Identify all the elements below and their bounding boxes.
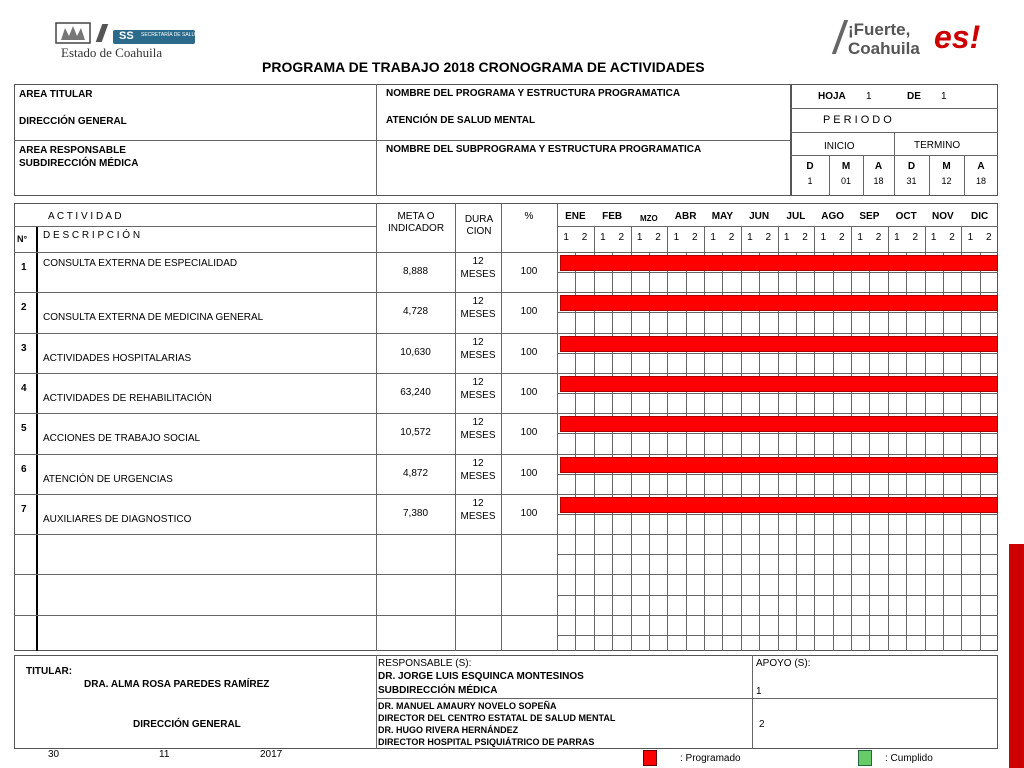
row-pct: 100 xyxy=(520,386,538,398)
gantt-vline xyxy=(851,226,852,252)
ss-logo xyxy=(113,30,199,44)
gantt-vline xyxy=(796,252,797,651)
gantt-vline xyxy=(575,252,576,651)
programa-value: ATENCIÓN DE SALUD MENTAL xyxy=(386,115,536,126)
half-label: 1 xyxy=(857,232,863,243)
row-num: 6 xyxy=(21,463,27,475)
gantt-vline xyxy=(704,226,705,252)
row-pct: 100 xyxy=(520,266,538,277)
gantt-vline xyxy=(851,252,852,651)
titular-label: TITULAR: xyxy=(26,666,73,677)
red-side-stripe xyxy=(1009,544,1024,768)
month-label: JUN xyxy=(749,211,770,222)
row-separator xyxy=(14,454,557,455)
half-label: 2 xyxy=(986,232,992,243)
programado-bar xyxy=(560,376,998,392)
gantt-vline xyxy=(704,252,705,651)
half-label: 2 xyxy=(728,232,735,243)
month-label: ABR xyxy=(674,211,697,222)
row-pct: 100 xyxy=(520,306,538,318)
row-separator xyxy=(14,292,557,293)
inicio-d: 1 xyxy=(807,176,813,186)
hoja-label: HOJA xyxy=(818,91,846,102)
month-label: OCT xyxy=(895,211,917,222)
row-separator xyxy=(14,615,557,616)
actividad-header: A C T I V I D A D xyxy=(48,211,122,222)
termino-d-label: D xyxy=(907,161,916,172)
ss-logo-subtext: SECRETARÍA DE SALUD xyxy=(141,32,199,38)
legend-cumplido-label: : Cumplido xyxy=(885,753,933,764)
apoyo-2: 2 xyxy=(759,719,765,730)
fuerte-es-text: es! xyxy=(934,19,981,55)
row-duration-unit: MESES xyxy=(460,510,496,522)
de-value: 1 xyxy=(941,91,947,102)
titular-area: DIRECCIÓN GENERAL xyxy=(133,719,241,730)
inicio-label: INICIO xyxy=(824,141,855,152)
gantt-vline xyxy=(722,252,723,651)
coat-of-arms-icon xyxy=(55,22,91,44)
gantt-vline xyxy=(612,252,613,651)
descripcion-header: D E S C R I P C I Ó N xyxy=(43,230,141,241)
half-label: 1 xyxy=(894,232,900,243)
responsable-name: DR. JORGE LUIS ESQUINCA MONTESINOS xyxy=(378,671,584,682)
gantt-vline xyxy=(741,252,742,651)
half-label: 2 xyxy=(655,232,661,243)
row-pct: 100 xyxy=(520,346,538,358)
apoyo-label: APOYO (S): xyxy=(756,658,811,669)
gantt-vline xyxy=(649,252,650,651)
row-description: ACTIVIDADES DE REHABILITACIÓN xyxy=(43,392,212,404)
termino-d: 31 xyxy=(906,176,917,186)
row-duration-unit: MESES xyxy=(460,470,496,482)
num-header: N° xyxy=(17,234,28,244)
gantt-vline xyxy=(888,252,889,651)
half-label: 1 xyxy=(783,232,790,243)
gantt-vline xyxy=(741,226,742,252)
half-label: 2 xyxy=(949,232,955,243)
row-duration-number: 12 xyxy=(472,417,484,429)
legend-cumplido-swatch xyxy=(858,750,872,766)
row-duration-number: 12 xyxy=(472,256,484,267)
half-label: 1 xyxy=(600,232,606,243)
half-label: 2 xyxy=(581,232,588,243)
inicio-d-label: D xyxy=(806,161,814,172)
row-description: CONSULTA EXTERNA DE ESPECIALIDAD xyxy=(43,258,238,269)
row-separator xyxy=(14,494,557,495)
row-separator xyxy=(14,252,557,253)
estado-coahuila-text: Estado de Coahuila xyxy=(61,45,163,60)
programado-bar xyxy=(560,416,998,432)
row-duration-number: 12 xyxy=(472,457,484,469)
gantt-vline xyxy=(814,252,815,651)
termino-a: 18 xyxy=(975,176,986,186)
row-description: ATENCIÓN DE URGENCIAS xyxy=(43,473,173,485)
responsable-area: SUBDIRECCIÓN MÉDICA xyxy=(378,685,498,696)
row-duration-number: 12 xyxy=(472,296,484,308)
ss-logo-text: SS xyxy=(119,30,134,42)
gantt-vline xyxy=(631,252,632,651)
half-label: 1 xyxy=(563,232,569,243)
inicio-m: 01 xyxy=(840,176,851,186)
half-label: 2 xyxy=(618,232,625,243)
row-separator xyxy=(14,333,557,334)
inicio-a-label: A xyxy=(874,161,883,172)
month-label: JUL xyxy=(786,211,806,222)
legend-programado-swatch xyxy=(643,750,657,766)
gantt-vline xyxy=(906,252,907,651)
row-duration-number: 12 xyxy=(472,497,484,509)
programa-label: NOMBRE DEL PROGRAMA Y ESTRUCTURA PROGRAMATICA xyxy=(386,88,681,99)
half-label: 2 xyxy=(875,232,882,243)
gantt-vline xyxy=(667,226,668,252)
apoyo-2-line3: DR. HUGO RIVERA HERNÁNDEZ xyxy=(378,725,519,735)
row-pct: 100 xyxy=(520,507,538,519)
gantt-vline xyxy=(814,226,815,252)
row-duration-unit: MESES xyxy=(460,430,496,442)
legend-programado-label: : Programado xyxy=(680,753,741,764)
page-title: PROGRAMA DE TRABAJO 2018 CRONOGRAMA DE ACTIVIDADES xyxy=(262,59,705,75)
apoyo-2-line4: DIRECTOR HOSPITAL PSIQUIÁTRICO DE PARRAS xyxy=(378,737,595,747)
gantt-vline xyxy=(980,252,981,651)
month-label: FEB xyxy=(602,211,623,222)
month-label: AGO xyxy=(821,211,845,222)
row-separator xyxy=(14,534,557,535)
half-label: 1 xyxy=(710,232,716,243)
row-num: 4 xyxy=(21,382,27,394)
row-duration-unit: MESES xyxy=(460,349,496,361)
responsable-label: RESPONSABLE (S): xyxy=(378,658,472,669)
row-meta: 4,728 xyxy=(402,306,429,318)
row-description: AUXILIARES DE DIAGNOSTICO xyxy=(43,513,192,525)
pct-header: % xyxy=(524,211,534,222)
date-day: 30 xyxy=(48,749,60,760)
gantt-vline xyxy=(869,252,870,651)
row-separator xyxy=(14,373,557,374)
month-label: DIC xyxy=(971,211,989,222)
area-responsable-value: SUBDIRECCIÓN MÉDICA xyxy=(19,158,139,169)
gantt-vline xyxy=(778,252,779,651)
row-duration-unit: MESES xyxy=(460,309,496,321)
row-num: 2 xyxy=(21,302,27,314)
row-num: 5 xyxy=(21,423,27,435)
month-label: ENE xyxy=(565,211,586,222)
gantt-vline xyxy=(833,252,834,651)
meta-header: META O INDICADOR xyxy=(387,211,445,234)
gantt-vline xyxy=(594,252,595,651)
half-label: 1 xyxy=(820,232,827,243)
row-meta: 10,630 xyxy=(400,346,431,358)
half-label: 2 xyxy=(802,232,808,243)
periodo-label: P E R I O D O xyxy=(823,114,892,126)
gantt-vline xyxy=(778,226,779,252)
row-meta: 4,872 xyxy=(402,467,429,479)
termino-label: TERMINO xyxy=(914,140,961,151)
titular-name: DRA. ALMA ROSA PAREDES RAMÍREZ xyxy=(84,679,270,690)
row-description: CONSULTA EXTERNA DE MEDICINA GENERAL xyxy=(43,312,264,324)
half-label: 2 xyxy=(692,232,698,243)
half-label: 1 xyxy=(673,232,680,243)
row-meta: 10,572 xyxy=(400,427,431,439)
apoyo-1: 1 xyxy=(756,686,762,697)
month-label: MZO xyxy=(639,214,658,223)
programado-bar xyxy=(560,255,998,271)
programado-bar xyxy=(560,295,998,311)
duracion-header: DURA CION xyxy=(464,214,494,237)
row-num: 7 xyxy=(21,503,27,515)
row-meta: 8,888 xyxy=(402,266,429,277)
inicio-m-label: M xyxy=(841,161,851,172)
gantt-vline xyxy=(667,252,668,651)
fuerte-coahuila-logo xyxy=(830,14,1010,64)
termino-a-label: A xyxy=(977,161,985,172)
month-label: MAY xyxy=(711,211,734,222)
row-duration-unit: MESES xyxy=(460,269,496,280)
month-label: SEP xyxy=(859,211,880,222)
gantt-vline xyxy=(631,226,632,252)
subprograma-label: NOMBRE DEL SUBPROGRAMA Y ESTRUCTURA PROGRAMATICA xyxy=(386,144,702,155)
row-duration-unit: MESES xyxy=(460,389,496,401)
programado-bar xyxy=(560,336,998,352)
gantt-vline xyxy=(943,252,944,651)
row-separator xyxy=(14,574,557,575)
month-label: NOV xyxy=(932,211,954,222)
date-year: 2017 xyxy=(260,749,283,760)
row-meta: 7,380 xyxy=(402,507,429,519)
apoyo-2-line1: DR. MANUEL AMAURY NOVELO SOPEÑA xyxy=(378,701,557,711)
hoja-value: 1 xyxy=(866,91,872,102)
row-duration-number: 12 xyxy=(472,376,484,388)
row-num: 1 xyxy=(21,262,27,273)
row-meta: 63,240 xyxy=(400,386,431,398)
half-label: 2 xyxy=(765,232,772,243)
row-duration-number: 12 xyxy=(472,336,484,348)
programado-bar xyxy=(560,457,998,473)
area-titular-value: DIRECCIÓN GENERAL xyxy=(19,116,127,127)
area-responsable-label: AREA RESPONSABLE xyxy=(19,145,126,156)
gantt-vline xyxy=(961,226,962,252)
gantt-vline xyxy=(925,252,926,651)
row-separator xyxy=(14,413,557,414)
gantt-vline xyxy=(888,226,889,252)
row-pct: 100 xyxy=(520,467,538,479)
apoyo-2-line2: DIRECTOR DEL CENTRO ESTATAL DE SALUD MENTAL xyxy=(378,713,616,723)
gantt-vline xyxy=(759,252,760,651)
half-label: 2 xyxy=(839,232,845,243)
half-label: 1 xyxy=(930,232,937,243)
termino-m-label: M xyxy=(942,161,951,172)
estado-coahuila-logo xyxy=(55,20,205,62)
programado-bar xyxy=(560,497,998,513)
row-pct: 100 xyxy=(520,427,538,439)
fuerte-coahuila-text: ¡Fuerte, Coahuila xyxy=(848,20,920,58)
row-description: ACCIONES DE TRABAJO SOCIAL xyxy=(43,433,201,445)
gantt-vline xyxy=(594,226,595,252)
termino-m: 12 xyxy=(941,176,952,186)
de-label: DE xyxy=(907,91,921,102)
row-description: ACTIVIDADES HOSPITALARIAS xyxy=(43,352,192,364)
half-label: 2 xyxy=(912,232,919,243)
gantt-vline xyxy=(925,226,926,252)
date-month: 11 xyxy=(159,749,170,760)
area-titular-label: AREA TITULAR xyxy=(19,89,93,100)
row-num: 3 xyxy=(21,342,27,354)
half-label: 1 xyxy=(967,232,974,243)
gantt-vline xyxy=(686,252,687,651)
gantt-vline xyxy=(961,252,962,651)
half-label: 1 xyxy=(747,232,753,243)
half-label: 1 xyxy=(636,232,643,243)
inicio-a: 18 xyxy=(873,176,884,186)
